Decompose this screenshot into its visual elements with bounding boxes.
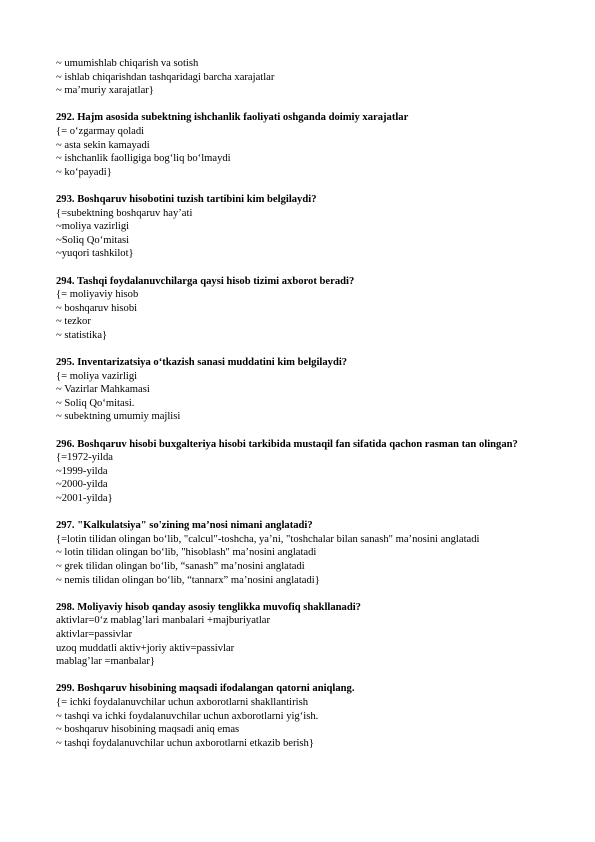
quiz-block: [56, 682, 576, 750]
answer-option: ~ nemis tilidan olingan bo‘lib, “tannarx” ma’nosini anglatadi}: [56, 574, 320, 586]
question-text: 292. Hajm asosida subektning ishchanlik faoliyati oshganda doimiy xarajatlar: [56, 112, 409, 124]
quiz-block: [56, 57, 576, 98]
answer-option: ~ boshqaruv hisobi: [56, 302, 138, 314]
quiz-block: [56, 193, 576, 261]
question-text: 298. Moliyaviy hisob qanday asosiy tenglikka muvofiq shakllanadi?: [56, 601, 361, 613]
answer-option: ~1999-yilda: [56, 465, 108, 477]
question-text: 294. Tashqi foydalanuvchilarga qaysi hisob tizimi axborot beradi?: [56, 275, 355, 287]
answer-option: {= ichki foydalanuvchilar uchun axborotlarni shakllantirish: [56, 696, 308, 708]
answer-option: ~ ishlab chiqarishdan tashqaridagi barcha xarajatlar: [56, 71, 275, 83]
answer-option: {= o‘zgarmay qoladi: [56, 125, 145, 137]
answer-option: {=1972-yilda: [56, 452, 113, 464]
question-text: 296. Boshqaruv hisobi buxgalteriya hisobi tarkibida mustaqil fan sifatida qachon rasman tan olingan?: [56, 438, 518, 450]
answer-option: {= moliyaviy hisob: [56, 289, 139, 301]
answer-option: aktivlar=passivlar: [56, 628, 132, 640]
quiz-block: [56, 111, 576, 179]
answer-option: ~moliya vazirligi: [56, 221, 130, 233]
question-text: 295. Inventarizatsiya o‘tkazish sanasi muddatini kim belgilaydi?: [56, 357, 348, 369]
quiz-block: [56, 275, 576, 343]
answer-option: ~ grek tilidan olingan bo‘lib, “sanash” ma’nosini anglatadi: [56, 560, 305, 572]
quiz-document: [56, 57, 576, 750]
question-text: 293. Boshqaruv hisobotini tuzish tartibini kim belgilaydi?: [56, 193, 317, 205]
answer-option: aktivlar=0‘z mablag’lari manbalari +majburiyatlar: [56, 615, 271, 627]
answer-option: ~ boshqaruv hisobining maqsadi aniq emas: [56, 724, 240, 736]
answer-option: ~ Soliq Qo‘mitasi.: [56, 397, 135, 409]
quiz-block: [56, 356, 576, 424]
answer-option: {=subektning boshqaruv hay’ati: [56, 207, 193, 219]
answer-option: ~ Vazirlar Mahkamasi: [56, 384, 150, 396]
quiz-block: [56, 438, 576, 506]
answer-option: {= moliya vazirligi: [56, 370, 138, 382]
answer-option: ~ tashqi va ichki foydalanuvchilar uchun axborotlarni yig‘ish.: [56, 710, 319, 722]
quiz-block: [56, 519, 576, 587]
answer-option: ~ tashqi foydalanuvchilar uchun axborotlarni etkazib berish}: [56, 737, 314, 749]
question-text: 299. Boshqaruv hisobining maqsadi ifodalangan qatorni aniqlang.: [56, 683, 355, 695]
answer-option: ~ ma’muriy xarajatlar}: [56, 85, 154, 97]
answer-option: ~ lotin tilidan olingan bo‘lib, "hisoblash" ma’nosini anglatadi: [56, 547, 317, 559]
answer-option: ~ asta sekin kamayadi: [56, 139, 150, 151]
question-text: 297. "Kalkulatsiya" so'zining ma’nosi nimani anglatadi?: [56, 520, 313, 532]
answer-option: ~2000-yilda: [56, 479, 108, 491]
answer-option: ~ ko‘payadi}: [56, 166, 112, 178]
answer-option: mablag’lar =manbalar}: [56, 656, 156, 668]
answer-option: ~ ishchanlik faolligiga bog‘liq bo‘lmaydi: [56, 153, 231, 165]
answer-option: ~yuqori tashkilot}: [56, 248, 134, 260]
answer-option: uzoq muddatli aktiv+joriy aktiv=passivlar: [56, 642, 235, 654]
answer-option: ~2001-yilda}: [56, 493, 113, 504]
answer-option: ~ statistika}: [56, 329, 108, 341]
answer-option: ~ subektning umumiy majlisi: [56, 411, 181, 423]
answer-option: ~Soliq Qo‘mitasi: [56, 234, 130, 246]
quiz-block: [56, 601, 576, 669]
answer-option: ~ umumishlab chiqarish va sotish: [56, 58, 199, 69]
answer-option: {=lotin tilidan olingan bo‘lib, "calcul"-toshcha, ya’ni, "toshchalar bilan sanash" ma’nosini anglatadi: [56, 533, 480, 545]
answer-option: ~ tezkor: [56, 316, 91, 328]
